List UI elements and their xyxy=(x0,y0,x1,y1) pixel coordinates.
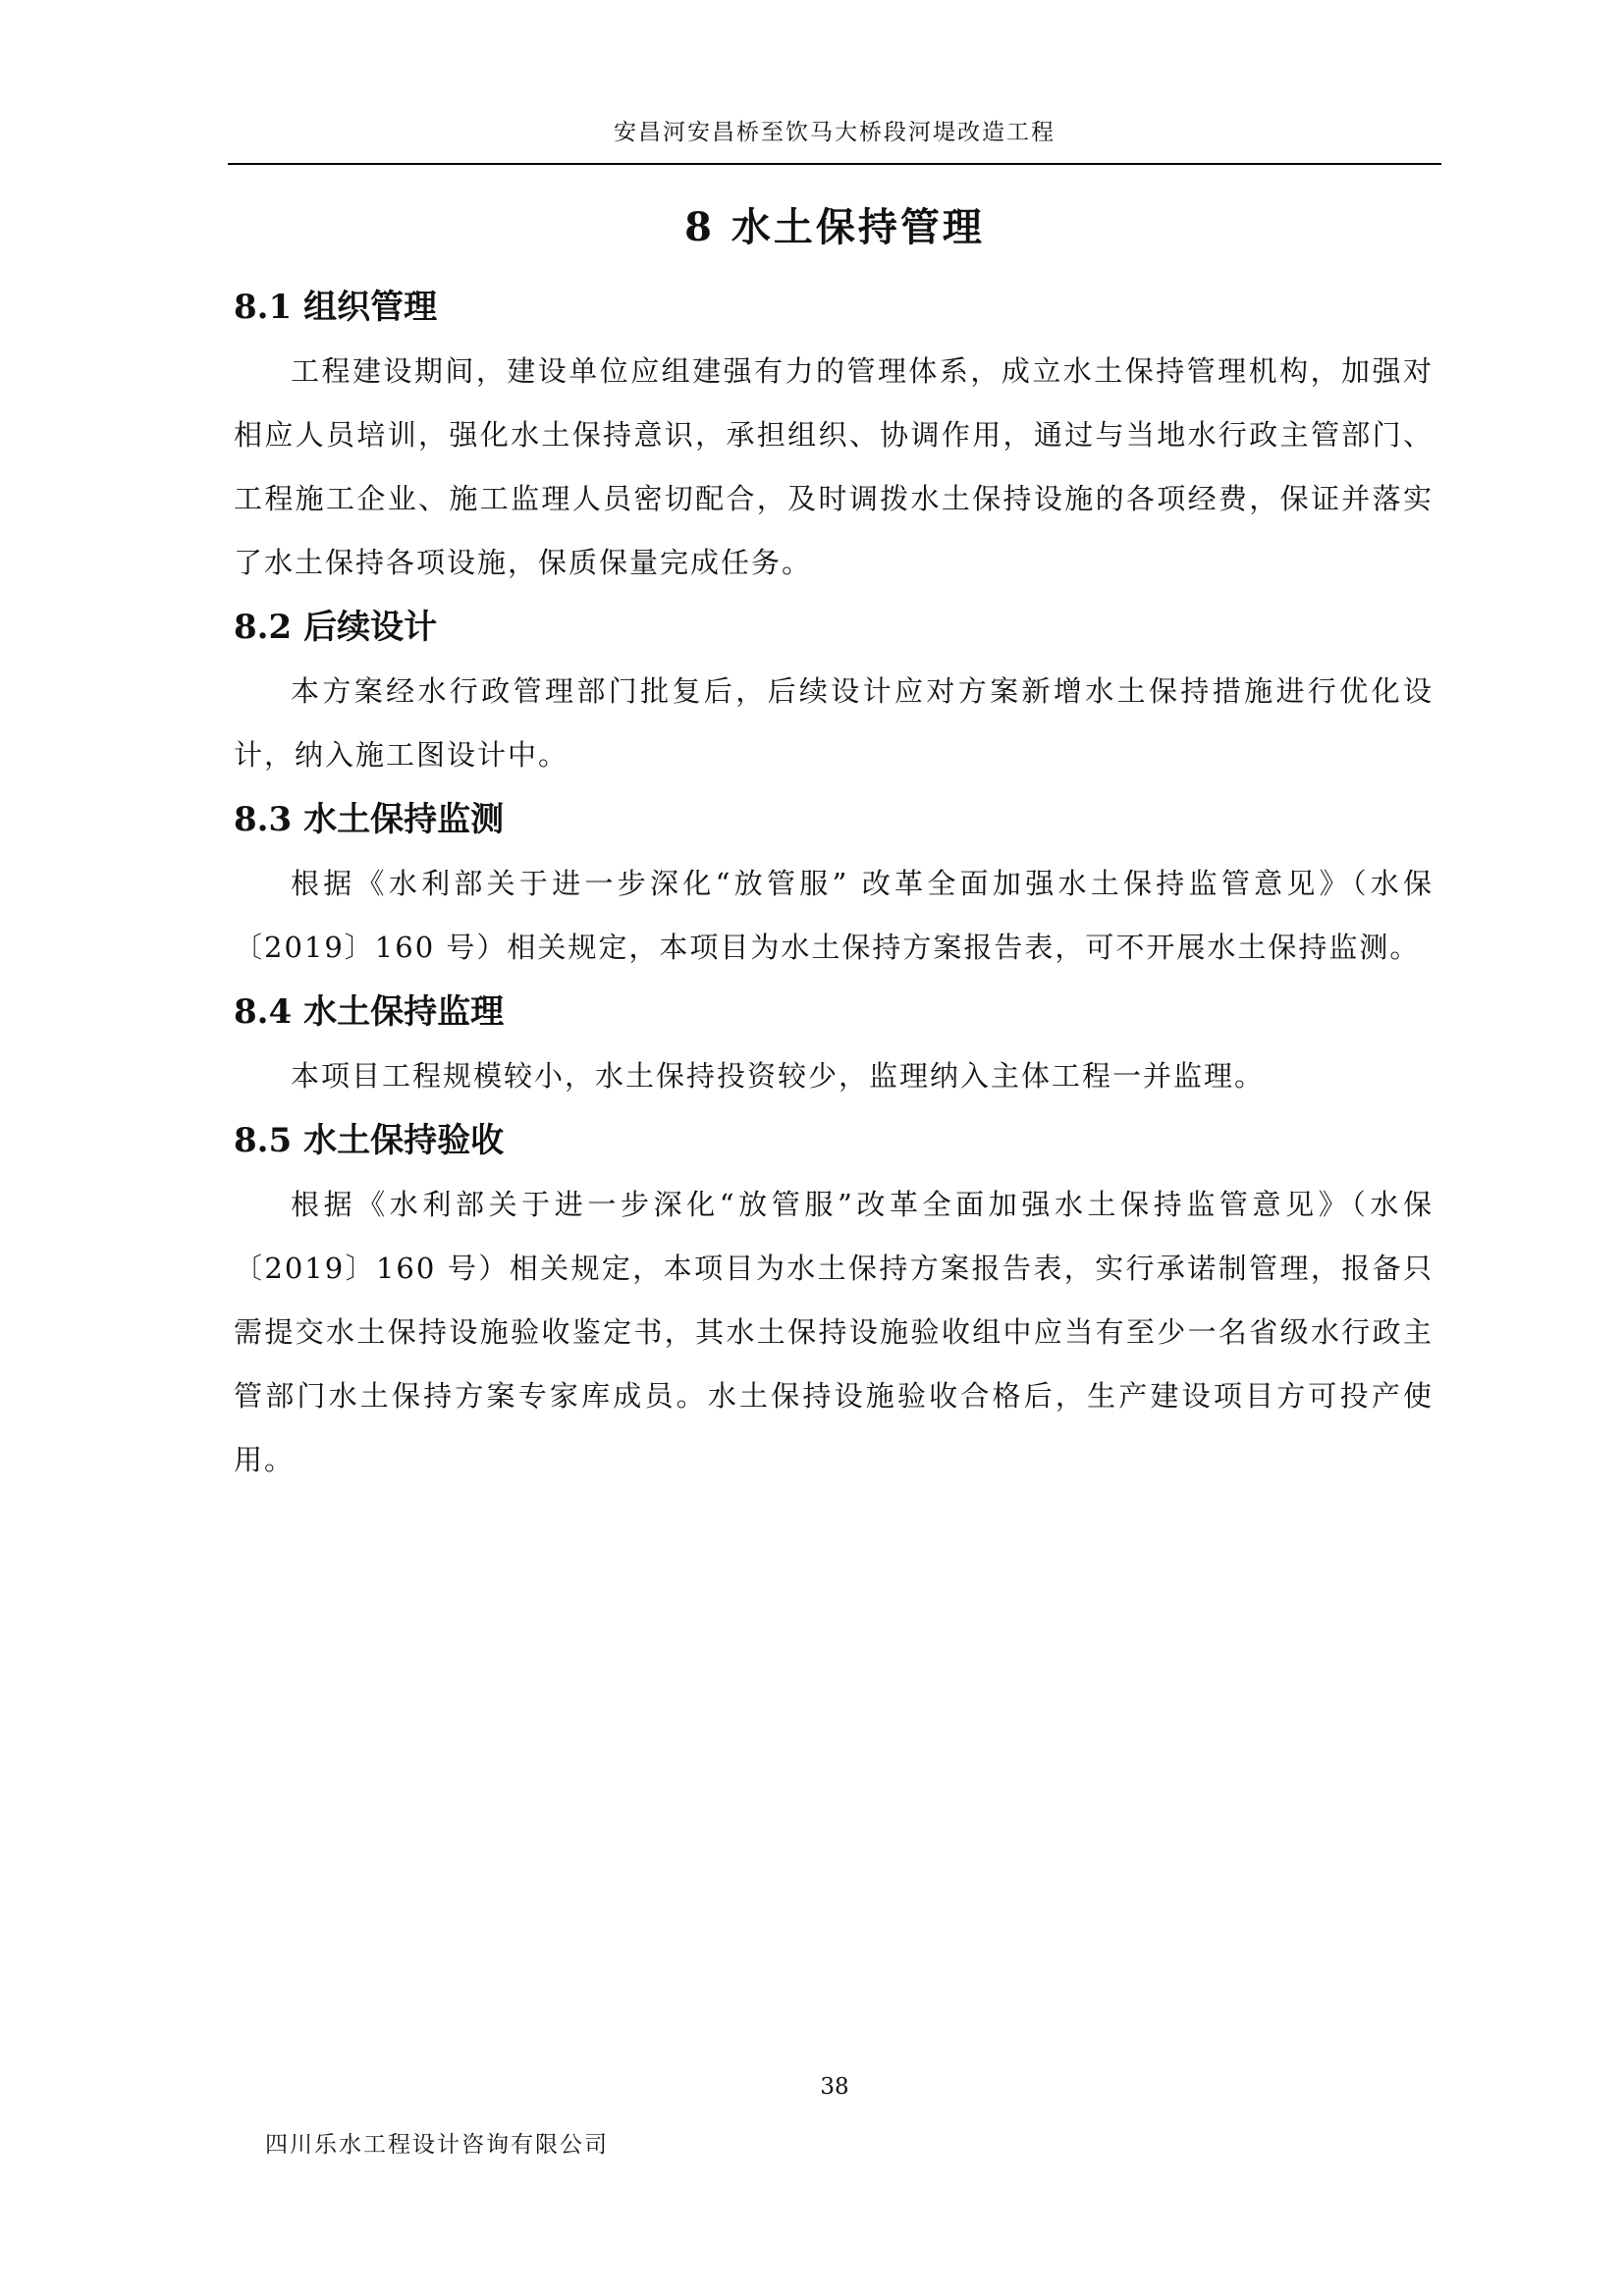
section-paragraph: 根据《水利部关于进一步深化“放管服” 改革全面加强水土保持监管意见》（水保〔2019〕160 号）相关规定，本项目为水土保持方案报告表，可不开展水土保持监测。 xyxy=(234,867,1434,964)
section-heading xyxy=(234,787,1434,852)
section-heading xyxy=(234,1108,1434,1173)
section-heading xyxy=(234,595,1434,660)
section-8-2 xyxy=(234,595,1434,787)
section-title: 水土保持验收 xyxy=(303,1121,505,1160)
section-title: 组织管理 xyxy=(303,288,438,327)
section-number: 8.2 xyxy=(234,608,293,647)
section-8-4 xyxy=(234,980,1434,1108)
page-number: 38 xyxy=(820,2074,849,2100)
section-title: 后续设计 xyxy=(303,608,438,647)
chapter-title: 8 水土保持管理 xyxy=(684,204,985,250)
section-paragraph: 根据《水利部关于进一步深化“放管服”改革全面加强水土保持监管意见》（水保〔2019〕160 号）相关规定，本项目为水土保持方案报告表，实行承诺制管理，报备只需提交水土保持设施验收鉴定书，其水土保持设施验收组中应当有至少一名省级水行政主管部门水土保持方案专家库成员。水土保持设施验收合格后，生产建设项目方可投产使用。 xyxy=(234,1188,1434,1476)
footer-company-name: 四川乐水工程设计咨询有限公司 xyxy=(265,2132,609,2158)
section-paragraph: 工程建设期间，建设单位应组建强有力的管理体系，成立水土保持管理机构，加强对相应人员培训，强化水土保持意识，承担组织、协调作用，通过与当地水行政主管部门、工程施工企业、施工监理人员密切配合，及时调拨水土保持设施的各项经费，保证并落实了水土保持各项设施，保质保量完成任务。 xyxy=(234,354,1434,579)
section-title: 水土保持监测 xyxy=(303,800,505,839)
section-title: 水土保持监理 xyxy=(303,992,505,1032)
document-body xyxy=(234,275,1434,1492)
section-paragraph: 本方案经水行政管理部门批复后，后续设计应对方案新增水土保持措施进行优化设计，纳入施工图设计中。 xyxy=(234,674,1434,772)
header-divider xyxy=(228,163,1441,165)
section-8-5 xyxy=(234,1108,1434,1492)
section-number: 8.3 xyxy=(234,800,293,839)
section-heading xyxy=(234,275,1434,340)
section-8-3 xyxy=(234,787,1434,980)
section-8-1 xyxy=(234,275,1434,595)
section-number: 8.1 xyxy=(234,288,293,327)
section-heading xyxy=(234,980,1434,1044)
running-header: 安昌河安昌桥至饮马大桥段河堤改造工程 xyxy=(614,120,1056,145)
section-number: 8.5 xyxy=(234,1121,293,1160)
section-paragraph: 本项目工程规模较小，水土保持投资较少，监理纳入主体工程一并监理。 xyxy=(291,1059,1266,1093)
section-number: 8.4 xyxy=(234,992,293,1032)
